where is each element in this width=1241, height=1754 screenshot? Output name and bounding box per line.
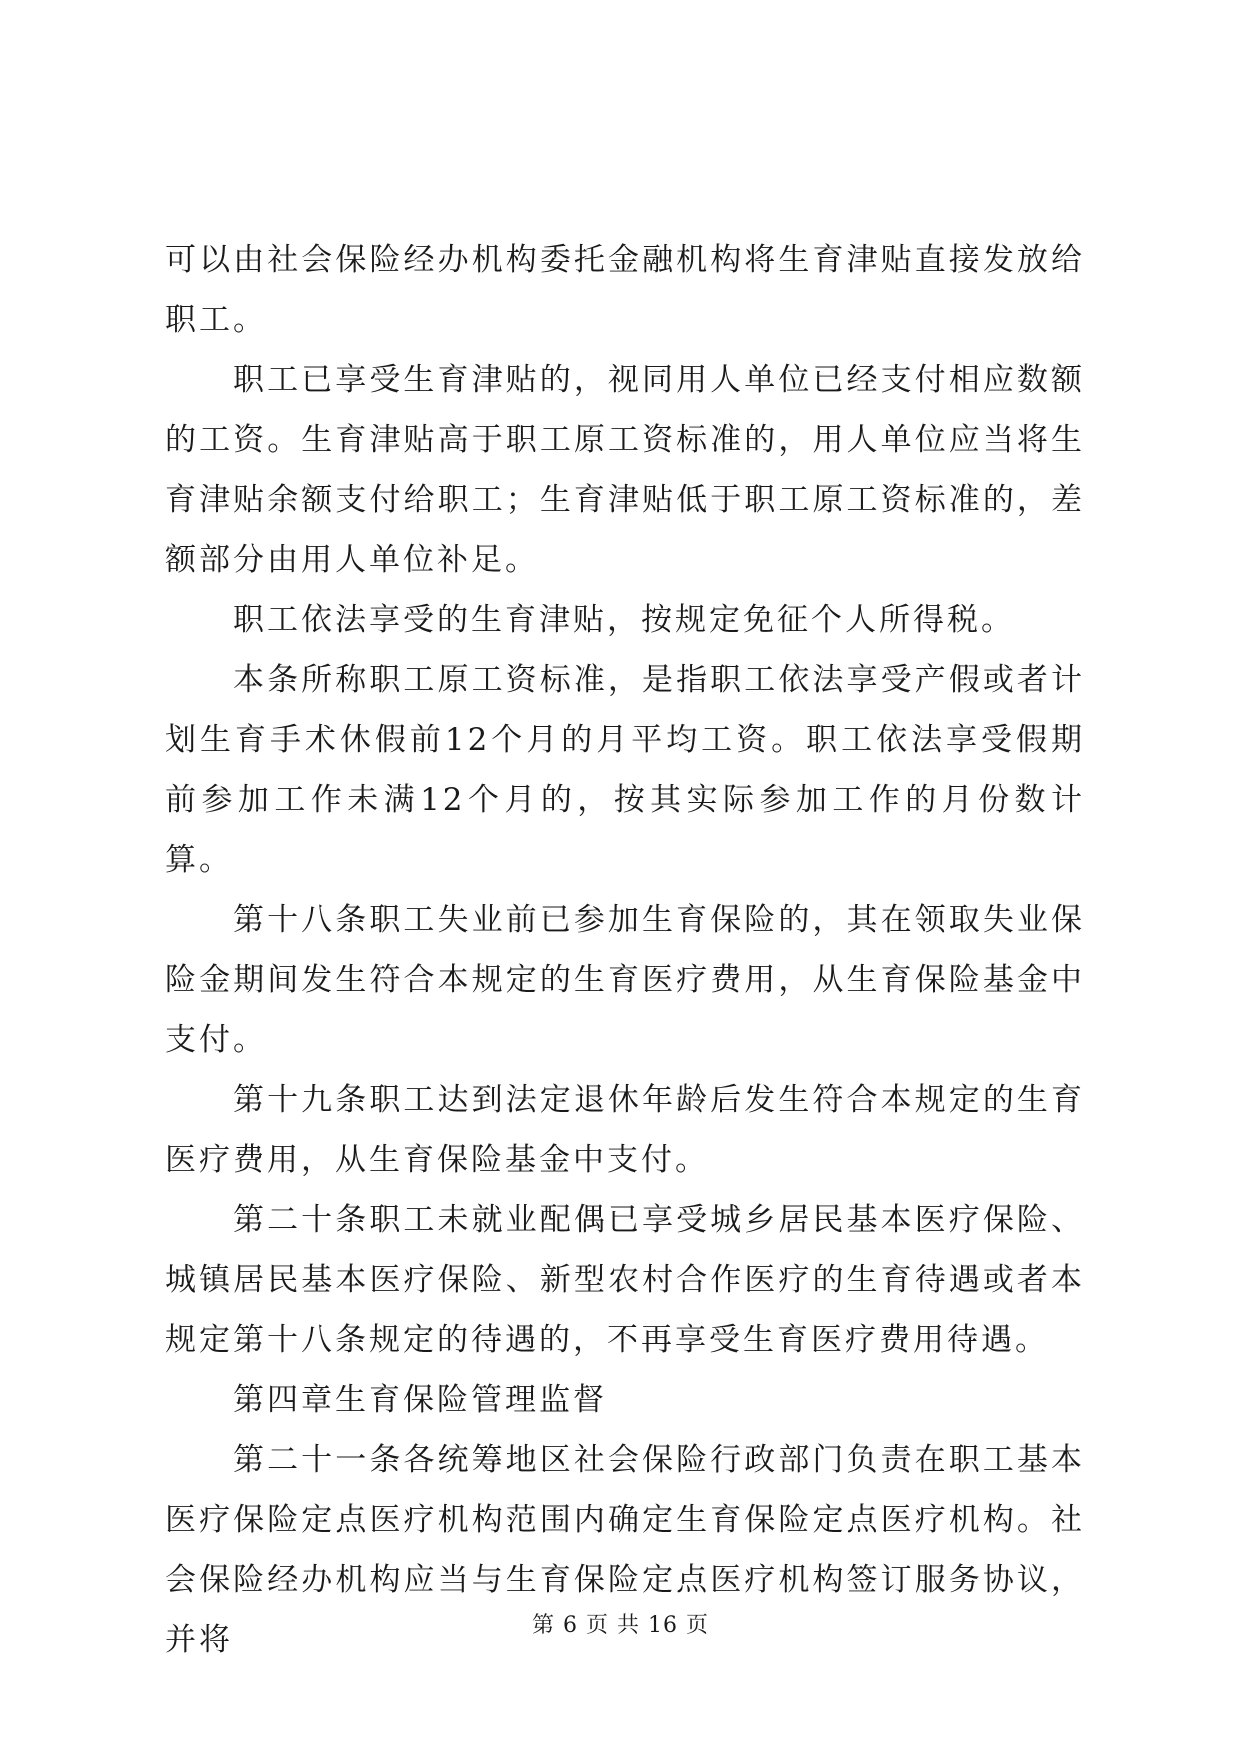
- page-footer: 第 6 页 共 16 页: [532, 1613, 709, 1638]
- chapter-heading: 第四章生育保险管理监督: [233, 1382, 607, 1418]
- article-21-paragraph: 第二十一条各统筹地区社会保险行政部门负责在职工基本医疗保险定点医疗机构范围内确定生育保险定点医疗机构。社会保险经办机构应当与生育保险定点医疗机构签订服务协议，并将: [165, 1442, 1085, 1658]
- paragraph: 职工依法享受的生育津贴，按规定免征个人所得税。: [233, 602, 1015, 638]
- article-20-paragraph: 第二十条职工未就业配偶已享受城乡居民基本医疗保险、城镇居民基本医疗保险、新型农村合作医疗的生育待遇或者本规定第十八条规定的待遇的，不再享受生育医疗费用待遇。: [165, 1202, 1085, 1358]
- paragraph: 职工已享受生育津贴的，视同用人单位已经支付相应数额的工资。生育津贴高于职工原工资标准的，用人单位应当将生育津贴余额支付给职工；生育津贴低于职工原工资标准的，差额部分由用人单位补足。: [165, 362, 1085, 578]
- paragraph-continued: 可以由社会保险经办机构委托金融机构将生育津贴直接发放给职工。: [165, 242, 1085, 338]
- document-body: [165, 230, 1085, 1670]
- article-19-paragraph: 第十九条职工达到法定退休年龄后发生符合本规定的生育医疗费用，从生育保险基金中支付。: [165, 1082, 1085, 1178]
- article-18-paragraph: 第十八条职工失业前已参加生育保险的，其在领取失业保险金期间发生符合本规定的生育医疗费用，从生育保险基金中支付。: [165, 902, 1085, 1058]
- paragraph: 本条所称职工原工资标准，是指职工依法享受产假或者计划生育手术休假前12个月的月平均工资。职工依法享受假期前参加工作未满12个月的，按其实际参加工作的月份数计算。: [165, 662, 1085, 878]
